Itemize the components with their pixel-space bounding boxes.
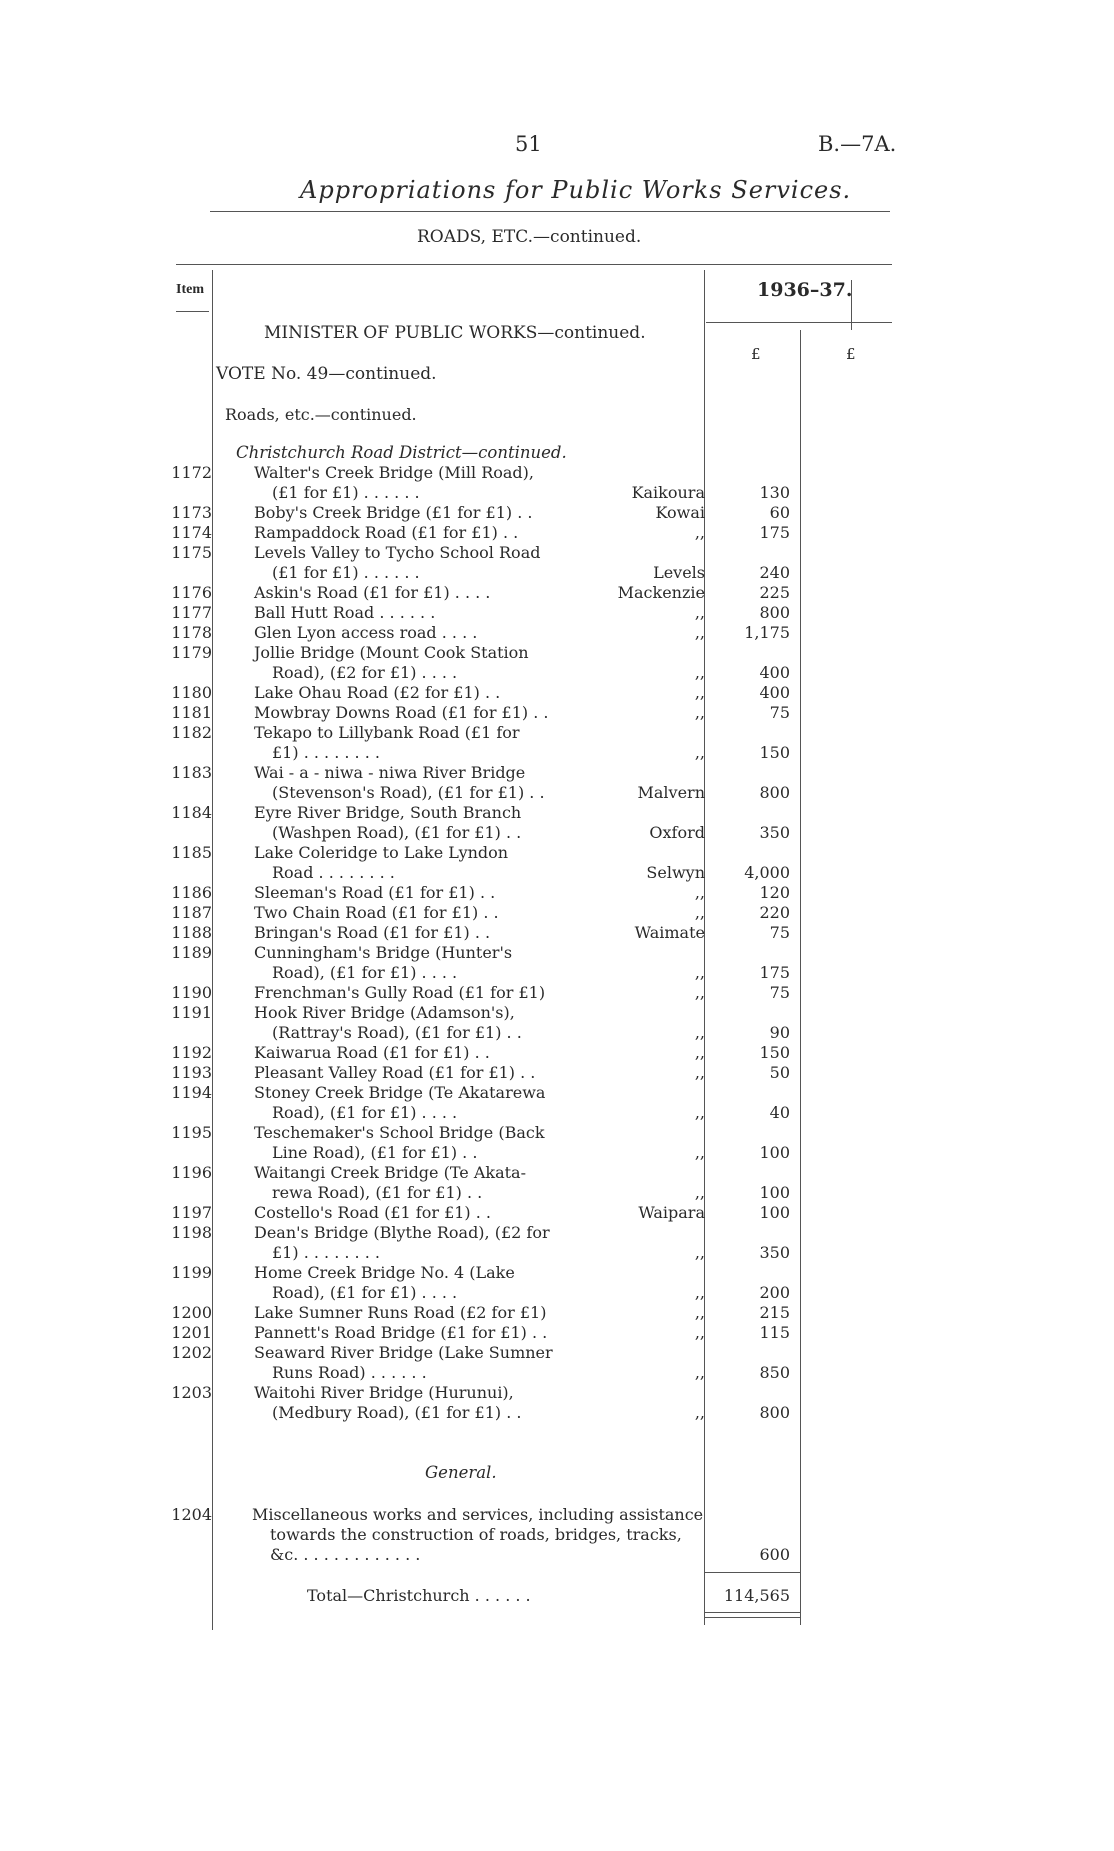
district-name: ,, bbox=[694, 1103, 705, 1122]
description-line: &c. . . . . . . . . . . . . bbox=[270, 1545, 421, 1564]
amount: 100 bbox=[759, 1183, 790, 1202]
description-line: Hook River Bridge (Adamson's), bbox=[254, 1003, 515, 1022]
description-line: (£1 for £1) . . . . . . bbox=[272, 563, 420, 582]
amount: 175 bbox=[759, 963, 790, 982]
description-line: (Stevenson's Road), (£1 for £1) . . bbox=[272, 783, 545, 802]
description-line: Seaward River Bridge (Lake Sumner bbox=[254, 1343, 553, 1362]
item-number: 1188 bbox=[171, 923, 212, 942]
item-description bbox=[254, 523, 518, 543]
item-description bbox=[254, 1043, 490, 1063]
general-item-description bbox=[252, 1505, 703, 1565]
item-number: 1203 bbox=[171, 1383, 212, 1402]
description-line: Pannett's Road Bridge (£1 for £1) . . bbox=[254, 1323, 548, 1342]
currency-left: £ bbox=[751, 345, 761, 363]
description-line: Teschemaker's School Bridge (Back bbox=[254, 1123, 545, 1142]
amount: 60 bbox=[769, 503, 790, 522]
description-line: Ball Hutt Road . . . . . . bbox=[254, 603, 436, 622]
district-name: ,, bbox=[694, 623, 705, 642]
description-line: Jollie Bridge (Mount Cook Station bbox=[254, 643, 529, 662]
description-line: Road), (£2 for £1) . . . . bbox=[272, 663, 458, 682]
description-line: Road), (£1 for £1) . . . . bbox=[272, 963, 458, 982]
district-name: Levels bbox=[653, 563, 705, 582]
description-line: Lake Ohau Road (£2 for £1) . . bbox=[254, 683, 501, 702]
item-number: 1173 bbox=[171, 503, 212, 522]
description-line: (Rattray's Road), (£1 for £1) . . bbox=[272, 1023, 522, 1042]
amount: 800 bbox=[759, 783, 790, 802]
description-line: Boby's Creek Bridge (£1 for £1) . . bbox=[254, 503, 533, 522]
year-header-rule bbox=[706, 322, 892, 323]
item-number: 1200 bbox=[171, 1303, 212, 1322]
description-line: Cunningham's Bridge (Hunter's bbox=[254, 943, 513, 962]
item-number: 1194 bbox=[171, 1083, 212, 1102]
description-line: Kaiwarua Road (£1 for £1) . . bbox=[254, 1043, 490, 1062]
total-double-rule bbox=[704, 1617, 800, 1618]
page-number: 51 bbox=[515, 132, 542, 156]
description-line: Rampaddock Road (£1 for £1) . . bbox=[254, 523, 519, 542]
total-top-rule bbox=[704, 1572, 800, 1573]
item-description bbox=[254, 583, 490, 603]
item-description bbox=[254, 1263, 515, 1303]
item-description bbox=[254, 723, 520, 763]
item-number: 1184 bbox=[171, 803, 212, 822]
district-name: ,, bbox=[694, 1363, 705, 1382]
description-line: Wai - a - niwa - niwa River Bridge bbox=[254, 763, 526, 782]
item-description bbox=[254, 803, 521, 843]
item-number: 1183 bbox=[171, 763, 212, 782]
district-name: ,, bbox=[694, 1063, 705, 1082]
district-name: Waimate bbox=[634, 923, 705, 942]
district-name: ,, bbox=[694, 603, 705, 622]
description-line: Home Creek Bridge No. 4 (Lake bbox=[254, 1263, 515, 1282]
minister-heading: MINISTER OF PUBLIC WORKS—continued. bbox=[264, 323, 646, 343]
amount: 100 bbox=[759, 1203, 790, 1222]
district-heading: Christchurch Road District—continued. bbox=[236, 443, 567, 462]
amount: 215 bbox=[759, 1303, 790, 1322]
description-line: rewa Road), (£1 for £1) . . bbox=[272, 1183, 483, 1202]
district-name: Selwyn bbox=[646, 863, 705, 882]
district-name: ,, bbox=[694, 963, 705, 982]
vote-heading: VOTE No. 49—continued. bbox=[216, 364, 437, 384]
amount: 4,000 bbox=[744, 863, 790, 882]
amount: 220 bbox=[759, 903, 790, 922]
item-description bbox=[254, 923, 490, 943]
amount: 150 bbox=[759, 1043, 790, 1062]
item-number: 1204 bbox=[171, 1505, 212, 1524]
amount: 90 bbox=[769, 1023, 790, 1042]
item-number: 1174 bbox=[171, 523, 212, 542]
item-description bbox=[254, 1003, 522, 1043]
item-number: 1198 bbox=[171, 1223, 212, 1242]
item-number: 1182 bbox=[171, 723, 212, 742]
amount-right-rule bbox=[800, 330, 801, 1625]
amount: 400 bbox=[759, 683, 790, 702]
amount: 175 bbox=[759, 523, 790, 542]
description-line: towards the construction of roads, bridges, tracks, bbox=[270, 1525, 682, 1544]
amount: 100 bbox=[759, 1143, 790, 1162]
description-line: Bringan's Road (£1 for £1) . . bbox=[254, 923, 491, 942]
item-description bbox=[254, 903, 499, 923]
description-line: Eyre River Bridge, South Branch bbox=[254, 803, 522, 822]
district-name: ,, bbox=[694, 1303, 705, 1322]
year-header: 1936–37. bbox=[757, 279, 853, 301]
item-number: 1181 bbox=[171, 703, 212, 722]
district-name: ,, bbox=[694, 1403, 705, 1422]
description-line: Glen Lyon access road . . . . bbox=[254, 623, 478, 642]
description-line: Askin's Road (£1 for £1) . . . . bbox=[254, 583, 491, 602]
item-description bbox=[254, 623, 477, 643]
amount: 75 bbox=[769, 983, 790, 1002]
amount: 50 bbox=[769, 1063, 790, 1082]
amount: 350 bbox=[759, 1243, 790, 1262]
amount: 800 bbox=[759, 1403, 790, 1422]
total-amount: 114,565 bbox=[723, 1586, 790, 1605]
district-name: ,, bbox=[694, 743, 705, 762]
year-edge-rule bbox=[851, 280, 852, 330]
amount: 850 bbox=[759, 1363, 790, 1382]
description-line: Mowbray Downs Road (£1 for £1) . . bbox=[254, 703, 549, 722]
item-number: 1187 bbox=[171, 903, 212, 922]
amount: 240 bbox=[759, 563, 790, 582]
item-number: 1195 bbox=[171, 1123, 212, 1142]
page-title: Appropriations for Public Works Services. bbox=[300, 176, 852, 204]
title-rule bbox=[210, 211, 890, 212]
amount: 150 bbox=[759, 743, 790, 762]
description-line: Dean's Bridge (Blythe Road), (£2 for bbox=[254, 1223, 550, 1242]
item-description bbox=[254, 843, 508, 883]
description-line: Tekapo to Lillybank Road (£1 for bbox=[254, 723, 520, 742]
amount: 75 bbox=[769, 703, 790, 722]
item-number: 1197 bbox=[171, 1203, 212, 1222]
description-line: Lake Coleridge to Lake Lyndon bbox=[254, 843, 509, 862]
district-name: Waipara bbox=[638, 1203, 705, 1222]
amount: 400 bbox=[759, 663, 790, 682]
item-column-rule bbox=[212, 270, 213, 1630]
item-description bbox=[254, 1203, 491, 1223]
description-line: £1) . . . . . . . . bbox=[272, 1243, 380, 1262]
district-name: Malvern bbox=[637, 783, 705, 802]
item-number: 1185 bbox=[171, 843, 212, 862]
item-number: 1202 bbox=[171, 1343, 212, 1362]
item-number: 1177 bbox=[171, 603, 212, 622]
item-number: 1191 bbox=[171, 1003, 212, 1022]
description-line: Line Road), (£1 for £1) . . bbox=[272, 1143, 478, 1162]
item-number: 1190 bbox=[171, 983, 212, 1002]
item-number: 1179 bbox=[171, 643, 212, 662]
district-name: Kowai bbox=[655, 503, 705, 522]
description-line: Miscellaneous works and services, including assistance bbox=[252, 1505, 704, 1524]
description-line: Pleasant Valley Road (£1 for £1) . . bbox=[254, 1063, 536, 1082]
district-name: ,, bbox=[694, 903, 705, 922]
item-number: 1186 bbox=[171, 883, 212, 902]
item-description bbox=[254, 943, 512, 983]
amount: 130 bbox=[759, 483, 790, 502]
item-description bbox=[254, 683, 500, 703]
item-number: 1172 bbox=[171, 463, 212, 482]
amount: 120 bbox=[759, 883, 790, 902]
amount: 75 bbox=[769, 923, 790, 942]
district-name: ,, bbox=[694, 523, 705, 542]
district-name: ,, bbox=[694, 683, 705, 702]
district-name: ,, bbox=[694, 1143, 705, 1162]
description-line: Two Chain Road (£1 for £1) . . bbox=[254, 903, 499, 922]
district-name: ,, bbox=[694, 1323, 705, 1342]
district-name: ,, bbox=[694, 1023, 705, 1042]
item-header-rule bbox=[176, 311, 209, 312]
description-line: Costello's Road (£1 for £1) . . bbox=[254, 1203, 492, 1222]
item-description bbox=[254, 883, 495, 903]
description-line: Waitangi Creek Bridge (Te Akata- bbox=[254, 1163, 526, 1182]
amount: 1,175 bbox=[744, 623, 790, 642]
description-line: Sleeman's Road (£1 for £1) . . bbox=[254, 883, 496, 902]
general-heading: General. bbox=[425, 1463, 497, 1482]
description-line: Waitohi River Bridge (Hurunui), bbox=[254, 1383, 514, 1402]
description-line: Stoney Creek Bridge (Te Akatarewa bbox=[254, 1083, 546, 1102]
description-line: Lake Sumner Runs Road (£2 for £1) bbox=[254, 1303, 547, 1322]
district-name: ,, bbox=[694, 663, 705, 682]
description-line: Road), (£1 for £1) . . . . bbox=[272, 1283, 458, 1302]
description-line: (£1 for £1) . . . . . . bbox=[272, 483, 420, 502]
district-name: ,, bbox=[694, 883, 705, 902]
item-number: 1193 bbox=[171, 1063, 212, 1082]
item-column-header: Item bbox=[176, 282, 204, 297]
district-name: Kaikoura bbox=[631, 483, 705, 502]
amount: 600 bbox=[759, 1545, 790, 1564]
district-name: ,, bbox=[694, 703, 705, 722]
item-number: 1189 bbox=[171, 943, 212, 962]
amount: 225 bbox=[759, 583, 790, 602]
item-number: 1175 bbox=[171, 543, 212, 562]
item-number: 1196 bbox=[171, 1163, 212, 1182]
amount: 115 bbox=[759, 1323, 790, 1342]
description-line: (Washpen Road), (£1 for £1) . . bbox=[272, 823, 522, 842]
description-line: £1) . . . . . . . . bbox=[272, 743, 380, 762]
item-number: 1176 bbox=[171, 583, 212, 602]
description-line: Walter's Creek Bridge (Mill Road), bbox=[254, 463, 534, 482]
item-description bbox=[254, 603, 435, 623]
description-line: (Medbury Road), (£1 for £1) . . bbox=[272, 1403, 522, 1422]
item-number: 1201 bbox=[171, 1323, 212, 1342]
district-name: ,, bbox=[694, 983, 705, 1002]
item-description bbox=[254, 1383, 521, 1423]
district-name: ,, bbox=[694, 1043, 705, 1062]
table-top-rule bbox=[176, 264, 892, 265]
item-number: 1180 bbox=[171, 683, 212, 702]
document-reference: B.—7A. bbox=[818, 132, 897, 156]
amount: 40 bbox=[769, 1103, 790, 1122]
item-number: 1199 bbox=[171, 1263, 212, 1282]
description-line: Frenchman's Gully Road (£1 for £1) bbox=[254, 983, 546, 1002]
amount: 350 bbox=[759, 823, 790, 842]
description-line: Road), (£1 for £1) . . . . bbox=[272, 1103, 458, 1122]
total-label: Total—Christchurch . . . . . . bbox=[307, 1586, 531, 1605]
total-bottom-rule bbox=[704, 1612, 800, 1613]
district-name: ,, bbox=[694, 1243, 705, 1262]
page-subtitle: ROADS, ETC.—continued. bbox=[417, 227, 642, 247]
description-line: Road . . . . . . . . bbox=[272, 863, 395, 882]
amount: 200 bbox=[759, 1283, 790, 1302]
item-number: 1178 bbox=[171, 623, 212, 642]
amount: 800 bbox=[759, 603, 790, 622]
item-number: 1192 bbox=[171, 1043, 212, 1062]
roads-heading: Roads, etc.—continued. bbox=[225, 405, 417, 424]
district-name: ,, bbox=[694, 1183, 705, 1202]
district-name: ,, bbox=[694, 1283, 705, 1302]
description-line: Runs Road) . . . . . . bbox=[272, 1363, 427, 1382]
district-name: Mackenzie bbox=[617, 583, 705, 602]
description-line: Levels Valley to Tycho School Road bbox=[254, 543, 541, 562]
currency-right: £ bbox=[846, 345, 856, 363]
district-name: Oxford bbox=[649, 823, 705, 842]
